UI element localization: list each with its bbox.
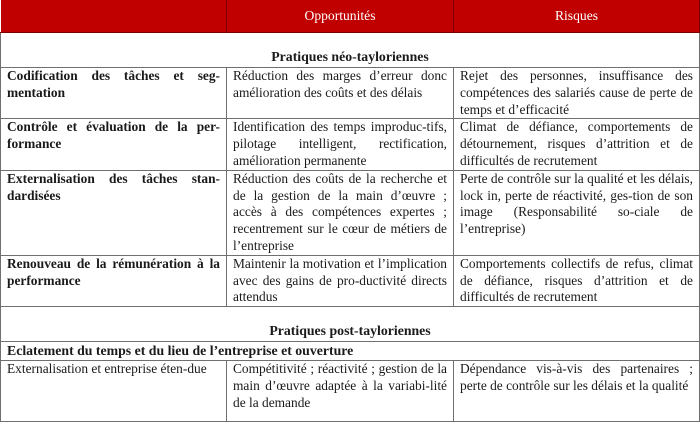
- subsection-row: [1, 342, 700, 361]
- header-practice-column: [1, 0, 227, 33]
- section-row-neo-taylorian: [1, 33, 700, 68]
- header-opportunities-column: Opportunités: [227, 0, 454, 33]
- risks-cell: Climat de défiance, comportements de détournement, risques d’attrition et de difficultés de recrutement: [454, 119, 700, 170]
- table-row: [1, 170, 700, 255]
- table-row: [1, 255, 700, 306]
- subsection-title: Eclatement du temps et du lieu de l’entreprise et ouverture: [1, 342, 700, 361]
- risks-cell: Comportements collectifs de refus, climat de défiance, risques d’attrition et de difficultés de recrutement: [454, 255, 700, 306]
- table-row: [1, 119, 700, 170]
- opportunities-cell: Maintenir la motivation et l’implication avec des gains de pro-ductivité directs attendus: [227, 255, 454, 306]
- practice-cell: Externalisation des tâches stan-dardisées: [1, 170, 227, 255]
- risks-cell: Dépendance vis-à-vis des partenaires ; perte de contrôle sur les délais et la qualité: [454, 361, 700, 422]
- risks-cell: Rejet des personnes, insuffisance des compétences des salariés cause de perte de temps et d’efficacité: [454, 68, 700, 119]
- practice-cell: Contrôle et évaluation de la per-formance: [1, 119, 227, 170]
- opportunities-cell: Compétitivité ; réactivité ; gestion de la main d’œuvre adaptée à la variabi-lité de la demande: [227, 361, 454, 422]
- table-header-row: [1, 0, 700, 33]
- table-row: [1, 68, 700, 119]
- practice-cell: Externalisation et entreprise éten-due: [1, 361, 227, 422]
- opportunities-cell: Réduction des marges d’erreur donc amélioration des coûts et des délais: [227, 68, 454, 119]
- opportunities-cell: Réduction des coûts de la recherche et de la gestion de la main d’œuvre ; accès à des compétences expertes ; recentrement sur le cœur de métiers de l’entreprise: [227, 170, 454, 255]
- opportunities-cell: Identification des temps improduc-tifs, pilotage intelligent, rectification, amélioration permanente: [227, 119, 454, 170]
- practice-cell: Renouveau de la rémunération à la performance: [1, 255, 227, 306]
- table-row: [1, 361, 700, 422]
- risks-cell: Perte de contrôle sur la qualité et les délais, lock in, perte de réactivité, ges-tion de son image (Responsabilité so-ciale de l’entreprise): [454, 170, 700, 255]
- practice-cell: Codification des tâches et seg-mentation: [1, 68, 227, 119]
- section-title: Pratiques post-tayloriennes: [1, 307, 700, 342]
- section-row-post-taylorian: [1, 307, 700, 342]
- section-title: Pratiques néo-tayloriennes: [1, 33, 700, 68]
- header-risks-column: Risques: [454, 0, 700, 33]
